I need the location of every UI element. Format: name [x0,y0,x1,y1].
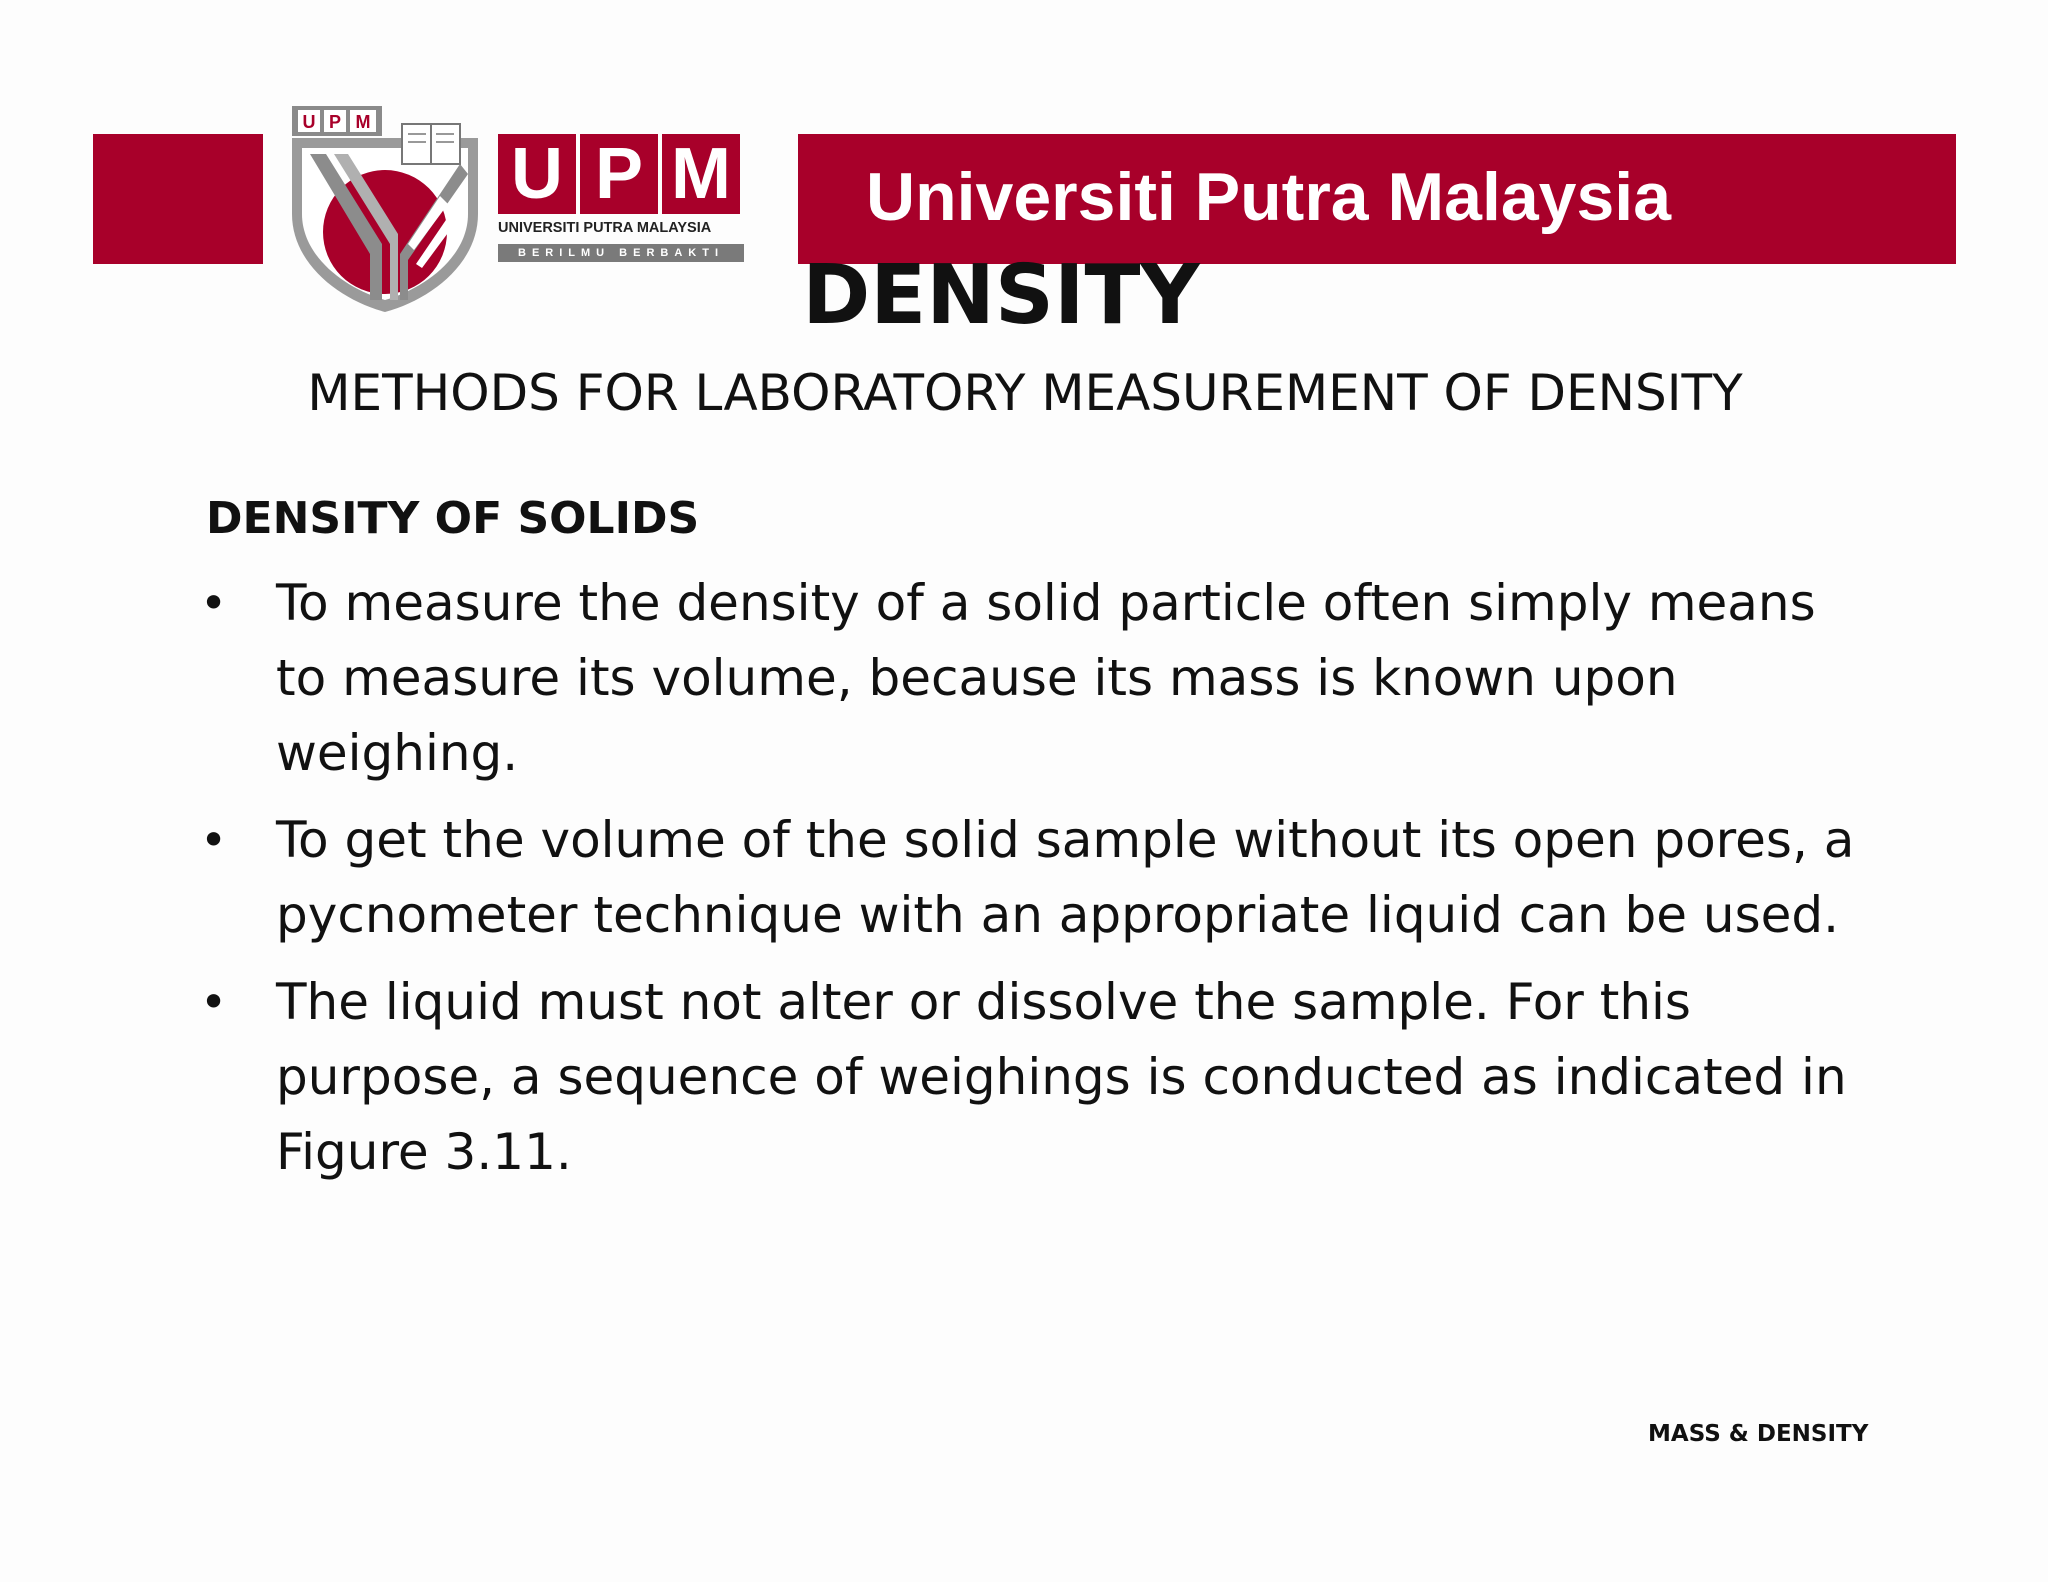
wordmark-subtitle: UNIVERSITI PUTRA MALAYSIA [498,220,712,236]
header-band-left [93,134,263,264]
bullet-dot-icon: • [200,813,228,867]
crest-label-m: M [355,112,371,132]
slide-subtitle [0,360,2048,426]
bullet-item [196,803,1876,953]
crest-label-u: U [302,112,316,132]
slide-footer: MASS & DENSITY [1648,1421,1869,1447]
slide-title-text: DENSITY [802,248,1200,343]
bullet-list [196,566,1876,1202]
crest-label-p: P [328,112,342,132]
bullet-text: To measure the density of a solid particle often simply means to measure its volume, because its mass is known upon weighing. [276,574,1816,782]
bullet-text: The liquid must not alter or dissolve the sample. For this purpose, a sequence of weighings is conducted as indicated in Figure 3.11. [276,973,1847,1181]
bullet-text: To get the volume of the solid sample without its open pores, a pycnometer technique with an appropriate liquid can be used. [276,811,1855,944]
wordmark-letters [498,134,740,214]
section-heading: DENSITY OF SOLIDS [206,493,700,544]
wordmark-motto: BERILMU BERBAKTI [498,244,744,262]
bullet-item [196,566,1876,791]
wordmark-letter: P [580,134,658,214]
bullet-item [196,965,1876,1190]
wordmark-letter: M [662,134,740,214]
slide-subtitle-text: METHODS FOR LABORATORY MEASUREMENT OF DENSITY [307,364,1743,422]
bullet-dot-icon: • [200,576,228,630]
university-name: Universiti Putra Malaysia [866,159,1672,235]
slide-title [0,248,2048,344]
wordmark-letter: U [498,134,576,214]
bullet-dot-icon: • [200,975,228,1029]
